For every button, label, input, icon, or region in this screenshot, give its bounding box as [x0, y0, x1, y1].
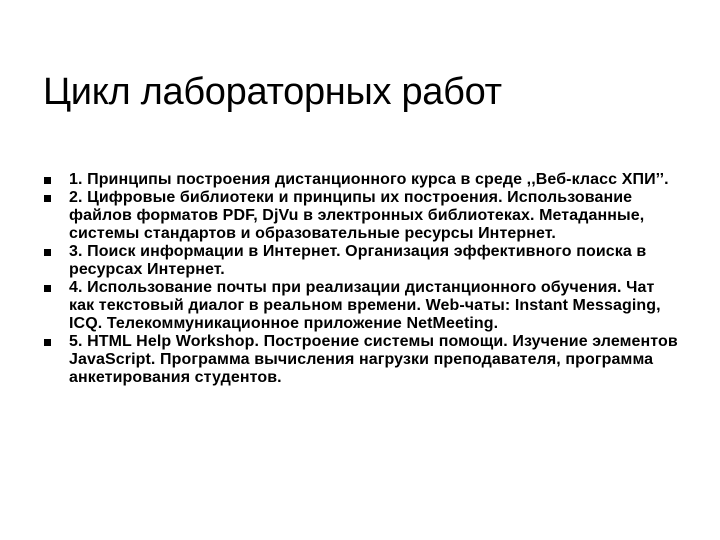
square-bullet-icon — [44, 285, 51, 292]
list-item — [43, 279, 683, 333]
square-bullet-icon — [44, 195, 51, 202]
list-item — [43, 243, 683, 279]
list-item — [43, 171, 683, 189]
list-item-text: 1. Принципы построения дистанционного курса в среде ,,Веб-класс ХПИ’’. — [69, 171, 669, 188]
bullet-list — [43, 171, 683, 387]
list-item — [43, 189, 683, 243]
list-item-text: 2. Цифровые библиотеки и принципы их построения. Использование файлов форматов PDF, DjVu в электронных библиотеках. Метаданные, системы стандартов и образовательные ресурсы Интернет. — [69, 189, 645, 242]
square-bullet-icon — [44, 339, 51, 346]
square-bullet-icon — [44, 177, 51, 184]
list-item-text: 5. HTML Help Workshop. Построение системы помощи. Изучение элементов JavaScript. Программа вычисления нагрузки преподавателя, программа анкетирования студентов. — [69, 333, 678, 386]
square-bullet-icon — [44, 249, 51, 256]
list-item-text: 4. Использование почты при реализации дистанционного обучения. Чат как текстовый диалог в реальном времени. Web-чаты: Instant Messaging, ICQ. Телекоммуникационное приложение NetMeeting. — [69, 279, 661, 332]
list-item-text: 3. Поиск информации в Интернет. Организация эффективного поиска в ресурсах Интернет. — [69, 243, 647, 278]
slide-title: Цикл лабораторных работ — [43, 71, 502, 113]
list-item — [43, 333, 683, 387]
